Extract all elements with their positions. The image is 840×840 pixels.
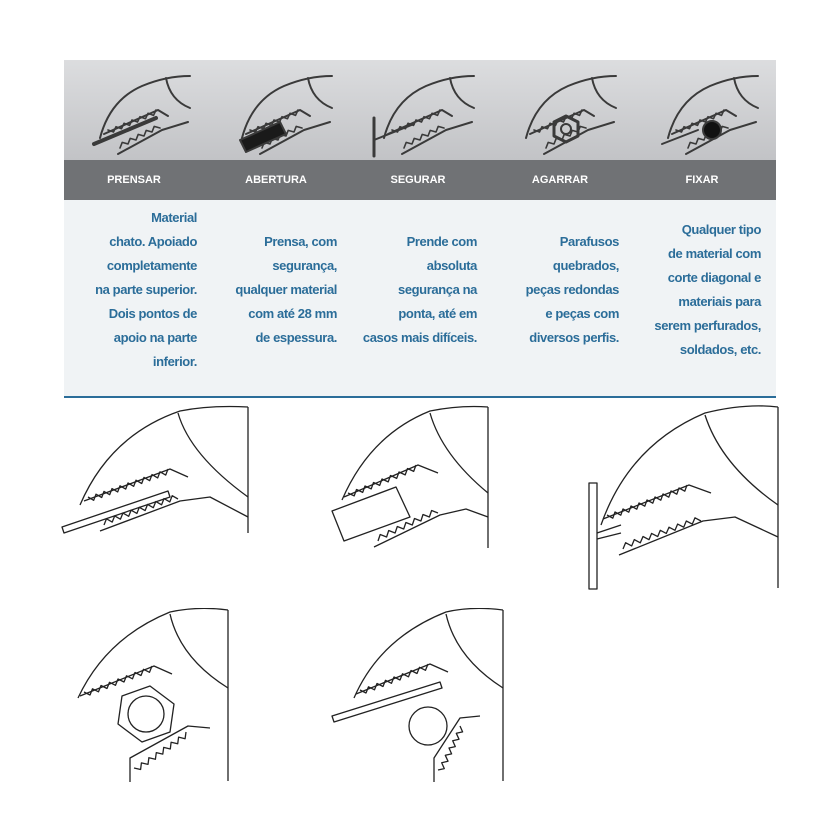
description-line: Qualquer tipo [681,222,761,237]
description-line: qualquer material [235,282,337,297]
description-line: Parafusos [559,234,619,249]
column-description-fixar [626,218,761,362]
tip-hold-icon-svg [354,60,484,160]
description-line: Material [151,210,197,225]
description-line: segurança na [397,282,477,297]
description-line: Dois pontos de [108,306,197,321]
column-description-abertura [202,230,337,350]
label-bar [64,160,776,200]
description-line: serem perfurados, [654,318,761,333]
column-description-prensar [62,206,197,374]
hex-nut-grip-icon [496,60,626,160]
round-bar-grip-icon-svg [638,60,768,160]
round-bar-grip-icon [638,60,768,160]
tip-hold-drawing [585,405,780,590]
column-description-agarrar [484,230,619,350]
column-label-agarrar: AGARRAR [531,174,589,186]
description-line: com até 28 mm [248,306,337,321]
column-label-abertura: ABERTURA [245,174,307,186]
hex-nut-grip-icon-svg [496,60,626,160]
description-line: apoio na parte [113,330,197,345]
description-line: chato. Apoiado [109,234,197,249]
description-line: e peças com [545,306,619,321]
flat-material-grip-icon [70,60,200,160]
wide-block-drawing [330,405,490,550]
description-line: absoluta [426,258,477,273]
description-line: segurança, [272,258,337,273]
description-line: diversos perfis. [529,330,619,345]
flat-material-drawing [60,405,250,535]
description-line: peças redondas [525,282,619,297]
description-line: ponta, até em [398,306,477,321]
description-line: soldados, etc. [679,342,761,357]
column-description-segurar [342,230,477,350]
description-line: completamente [106,258,197,273]
description-line: quebrados, [552,258,619,273]
description-line: materiais para [678,294,761,309]
hex-nut-drawing-svg [70,608,230,783]
hex-nut-drawing [70,608,230,783]
column-label-prensar: PRENSAR [107,174,161,186]
column-label-fixar: FIXAR [685,174,719,186]
description-line: corte diagonal e [667,270,761,285]
wide-block-grip-icon-svg [212,60,342,160]
column-label-segurar: SEGURAR [390,174,446,186]
grip-modes-table [64,60,776,398]
flat-material-drawing-svg [60,405,250,535]
flat-material-grip-icon-svg [70,60,200,160]
round-bar-drawing [330,608,505,783]
description-line: casos mais difíceis. [362,330,477,345]
tip-hold-icon [354,60,484,160]
description-line: inferior. [152,354,197,369]
description-line: Prende com [406,234,477,249]
round-bar-drawing-svg [330,608,505,783]
wide-block-drawing-svg [330,405,490,550]
description-line: de material com [668,246,761,261]
wide-block-grip-icon [212,60,342,160]
description-line: na parte superior. [95,282,197,297]
description-line: de espessura. [255,330,337,345]
description-line: Prensa, com [264,234,337,249]
icon-row [64,60,776,160]
tip-hold-drawing-svg [585,405,780,590]
